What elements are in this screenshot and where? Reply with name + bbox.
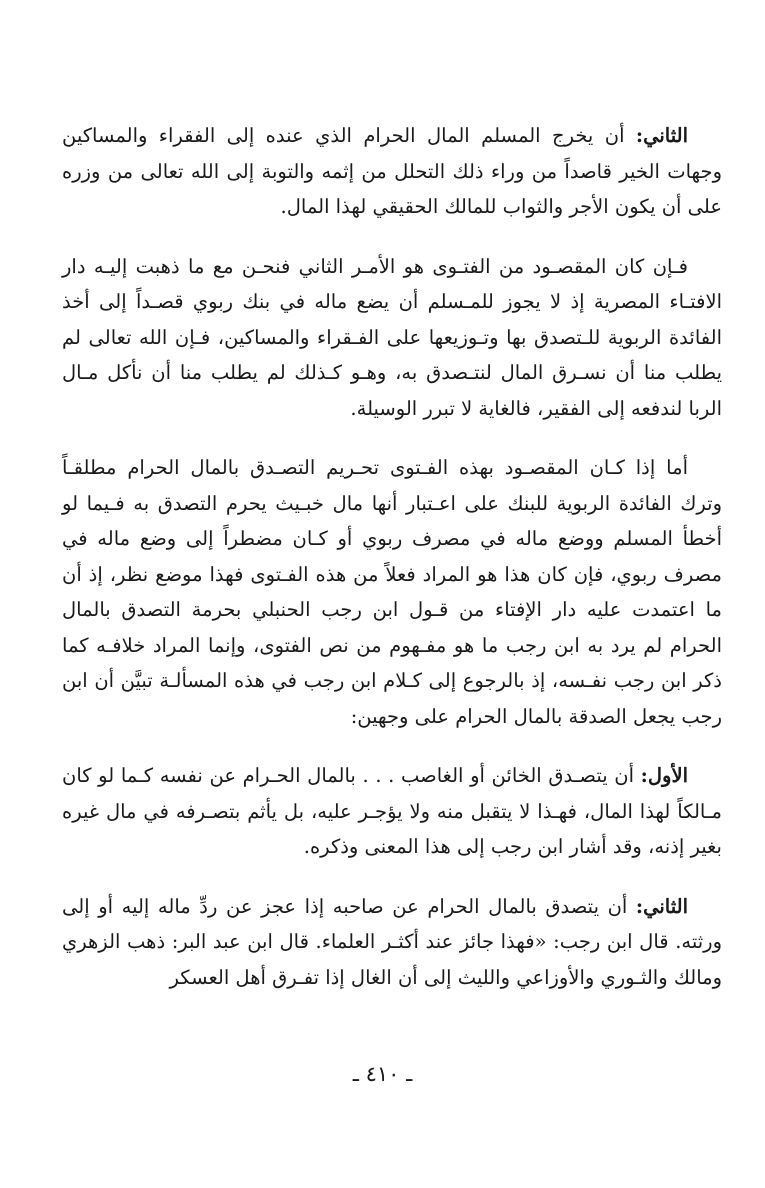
paragraph-1 bbox=[62, 118, 722, 225]
paragraph-4 bbox=[62, 758, 722, 865]
paragraph-5-lead: الثاني: bbox=[635, 894, 688, 918]
paragraph-3 bbox=[62, 450, 722, 734]
paragraph-5 bbox=[62, 889, 722, 996]
paragraph-5-text: أن يتصدق بالمال الحرام عن صاحبه إذا عجز عن ردِّ ماله إليه أو إلى ورثته. قال ابن رجب: «فهذا جائز عند أكثـر العلماء. قال ابن عبد البر: ذهب الزهري ومالك والثـوري والأوزاعي والليث إلى أن الغال إذا تفـرق أهل العسكر bbox=[62, 894, 722, 989]
page-number: ـ ٤١٠ ـ bbox=[352, 1062, 413, 1086]
paragraph-2-text: فـإن كان المقصـود من الفتـوى هو الأمـر الثاني فنحـن مع ما ذهبت إليـه دار الافتـاء المصرية إذ لا يجوز للمـسلم أن يضع ماله في بنك ربوي قصـداً إلى أخذ الفائدة الربوية للـتصدق بها وتـوزيعها على الفـقراء والمساكين، فـإن الله تعالى لم يطلب منا أن نسـرق المال لنتـصدق به، وهـو كـذلك لم يطلب منا أن نأكل مـال الربا لندفعه إلى الفقير، فالغاية لا تبرر الوسيلة. bbox=[62, 254, 722, 420]
page-body bbox=[62, 118, 722, 1019]
paragraph-2 bbox=[62, 249, 722, 427]
paragraph-1-lead: الثاني: bbox=[635, 124, 688, 147]
paragraph-4-lead: الأول: bbox=[640, 764, 688, 787]
paragraph-4-text: أن يتصـدق الخائن أو الغاصب . . . بالمال الحـرام عن نفسه كـما لو كان مـالكاً لهذا المال، فهـذا لا يتقبل منه ولا يؤجـر عليه، بل يأثم بتصـرفه في مال غيره بغير إذنه، وقد أشار ابن رجب إلى هذا المعنى وذكره. bbox=[62, 764, 722, 858]
paragraph-1-text: أن يخرج المسلم المال الحرام الذي عنده إلى الفقراء والمساكين وجهات الخير قاصداً من وراء ذلك التحلل من إثمه والتوبة إلى الله تعالى من وزره على أن يكون الأجر والثواب للمالك الحقيقي لهذا المال. bbox=[62, 124, 722, 218]
paragraph-3-text: أما إذا كـان المقصـود بهذه الفـتوى تحـريم التصـدق بالمال الحرام مطلقـاً وترك الفائدة الربوية للبنك على اعـتبار أنها مال خبـيث يحرم التصدق به فـيما لو أخطأ المسلم ووضع ماله في مصرف ربوي أو كـان مضطراً إلى وضع ماله في مصرف ربوي، فإن كان هذا هو المراد فعلاً من هذه الفـتوى فهذا موضع نظر، إذ أن ما اعتمدت عليه دار الإفتاء من قـول ابن رجب الحنبلي بحرمة التصدق بالمال الحرام لم يرد به ابن رجب ما هو مفـهوم من نص الفتوى، وإنما المراد خلافـه كما ذكر ابن رجب نفـسه، إذ بالرجوع إلى كـلام ابن رجب في هذه المسألـة تبيَّن أن ابن رجب يجعل الصدقة بالمال الحرام على وجهين: bbox=[62, 456, 722, 728]
